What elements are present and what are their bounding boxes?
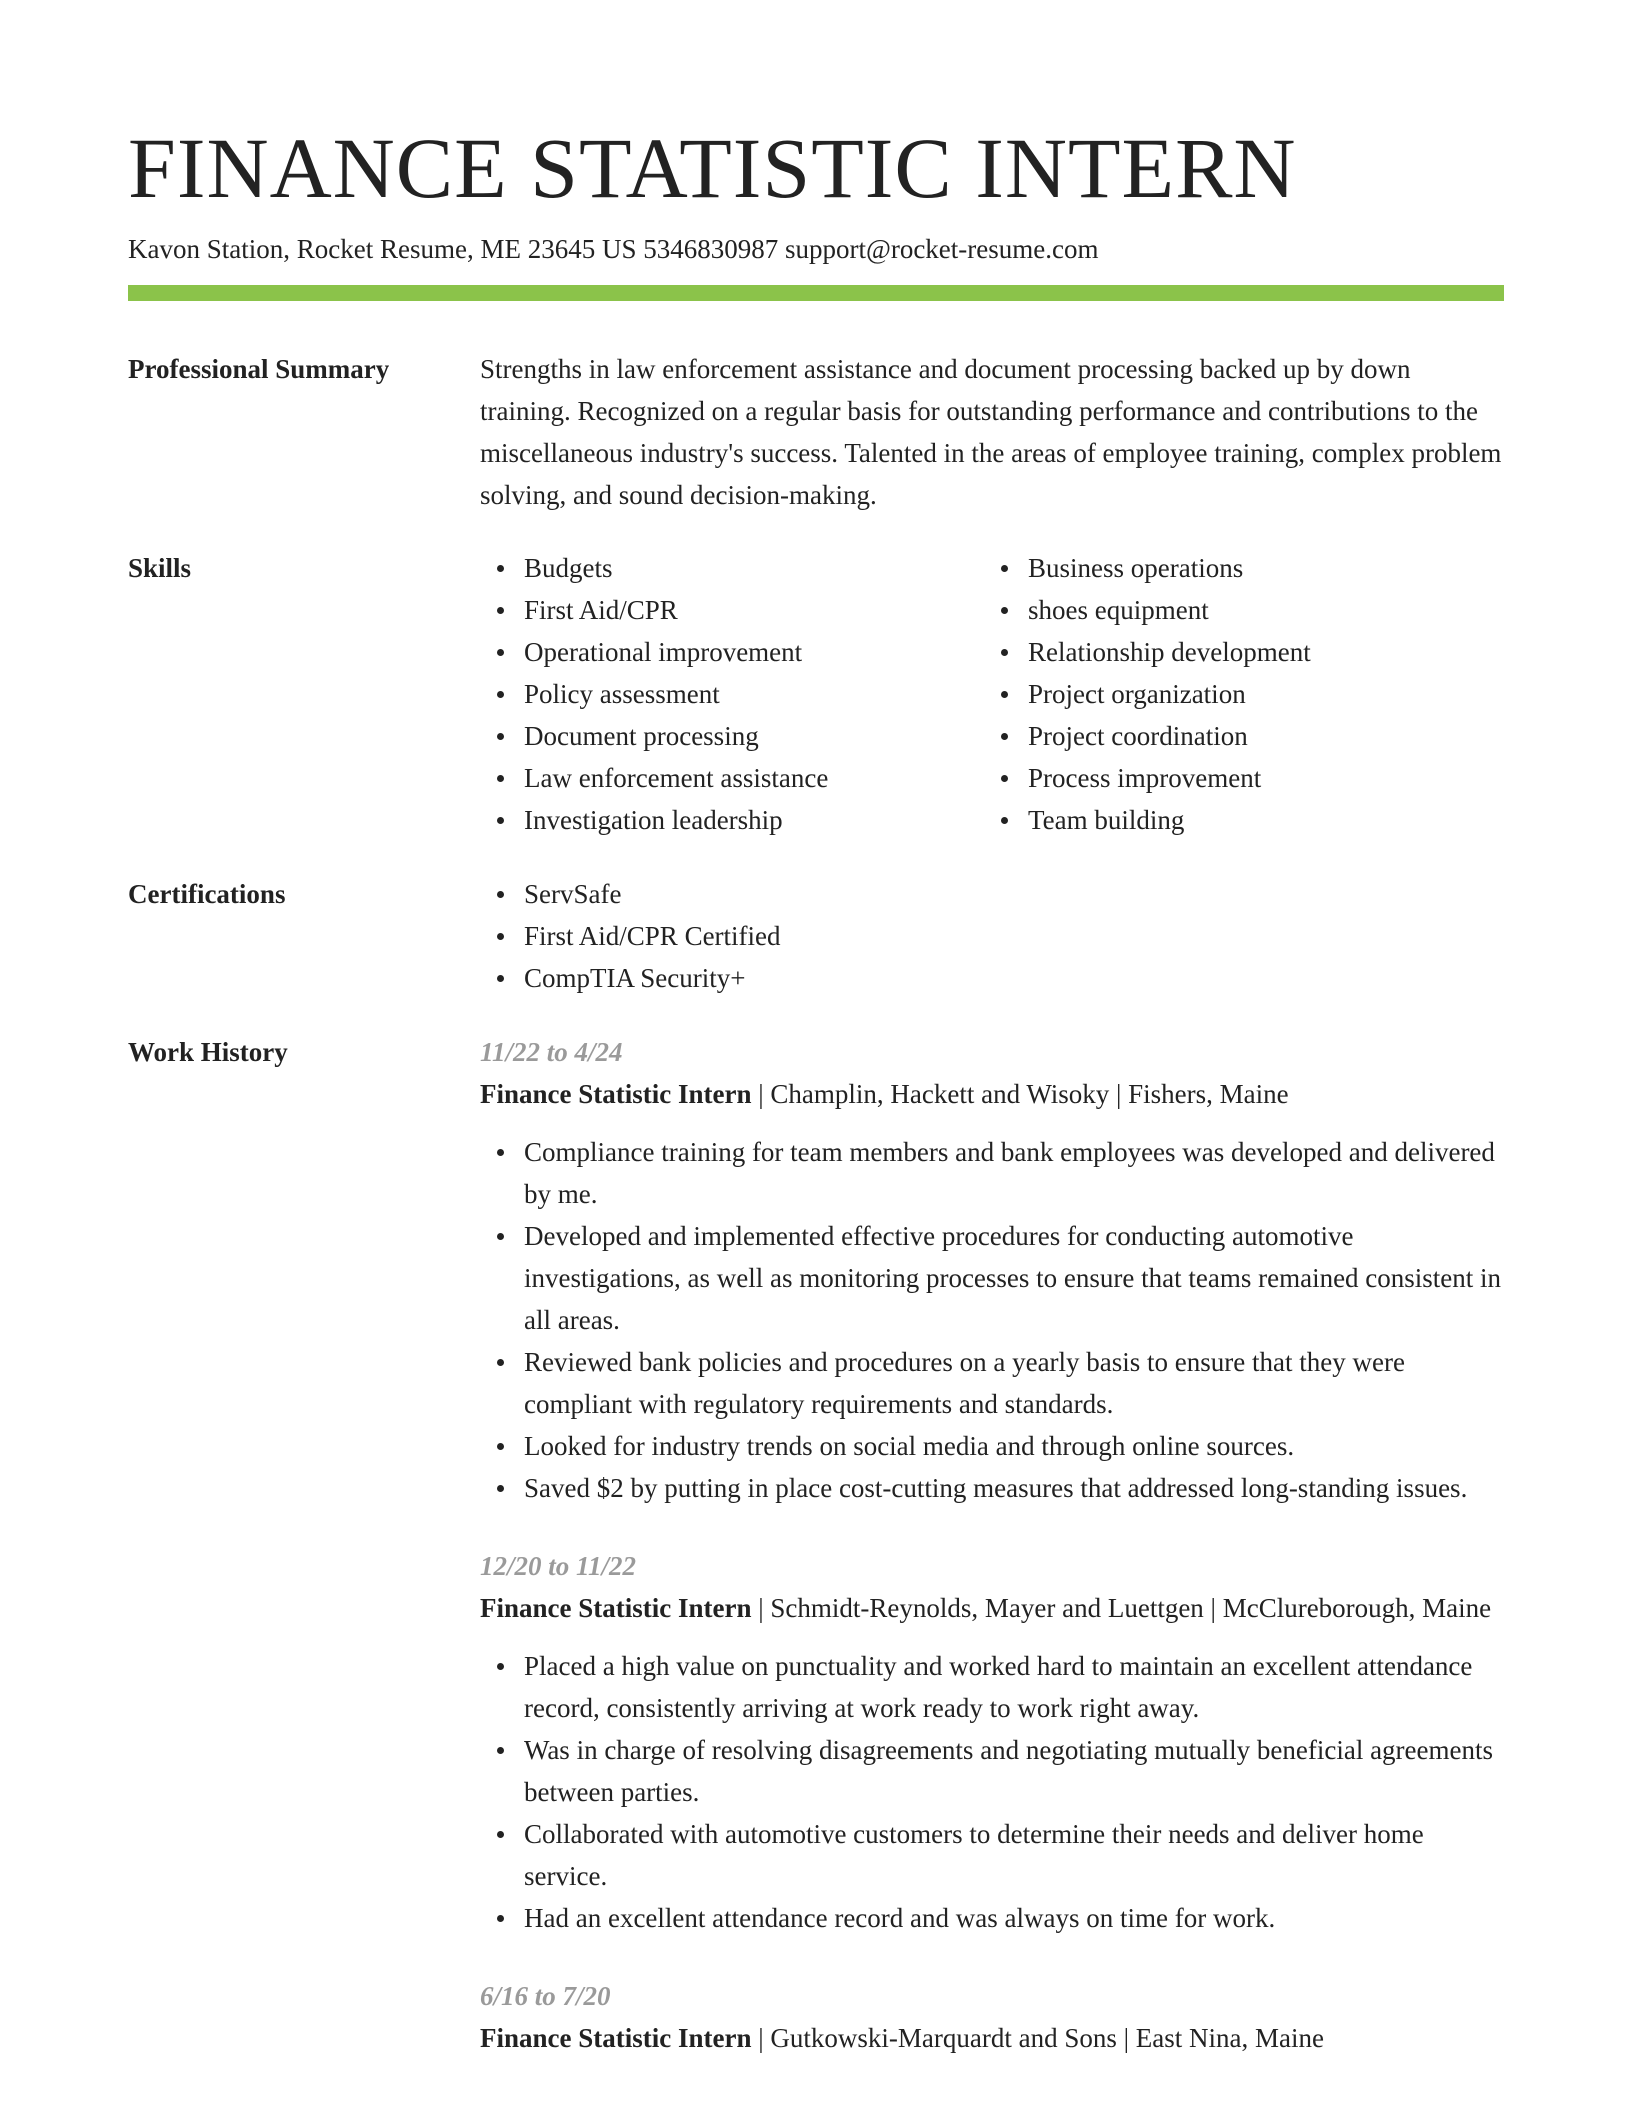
job-duty-item: Collaborated with automotive customers to determine their needs and deliver home service. bbox=[524, 1813, 1504, 1897]
work-history-heading: Work History bbox=[128, 1037, 288, 1067]
job-employer-location: | Champlin, Hackett and Wisoky | Fishers, Maine bbox=[751, 1079, 1289, 1109]
job-duty-item: Compliance training for team members and bank employees was developed and delivered by me. bbox=[524, 1131, 1504, 1215]
skill-item: Process improvement bbox=[1028, 757, 1548, 799]
skills-heading: Skills bbox=[128, 553, 192, 583]
summary-text: Strengths in law enforcement assistance and document processing backed up by down training. Recognized on a regular basis for outstanding performance and contributions to the miscellaneous industry's success. Talented in the areas of employee training, complex problem solving, and sound decision-making. bbox=[480, 354, 1502, 510]
skill-item: Policy assessment bbox=[524, 673, 1024, 715]
certifications-list bbox=[480, 873, 1504, 999]
summary-heading: Professional Summary bbox=[128, 354, 390, 384]
job-title: Finance Statistic Intern bbox=[480, 2023, 752, 2053]
job-title-line bbox=[480, 1073, 1504, 1115]
skill-item: Operational improvement bbox=[524, 631, 1024, 673]
certifications-body bbox=[480, 873, 1504, 999]
certification-item: First Aid/CPR Certified bbox=[524, 915, 1504, 957]
contact-phone: 5346830987 bbox=[643, 234, 779, 264]
contact-email: support@rocket-resume.com bbox=[784, 234, 1099, 264]
summary-body bbox=[480, 348, 1504, 516]
job-duty-item: Placed a high value on punctuality and worked hard to maintain an excellent attendance record, consistently arriving at work ready to work right away. bbox=[524, 1645, 1504, 1729]
job-duties-list bbox=[480, 1131, 1504, 1509]
job-dates: 11/22 to 4/24 bbox=[480, 1037, 623, 1067]
job-entry bbox=[480, 1031, 1504, 1509]
job-title-line bbox=[480, 2017, 1504, 2059]
job-employer-location: | Schmidt-Reynolds, Mayer and Luettgen | McClureborough, Maine bbox=[751, 1593, 1492, 1623]
certification-item: ServSafe bbox=[524, 873, 1504, 915]
job-duty-item: Was in charge of resolving disagreements and negotiating mutually beneficial agreements between parties. bbox=[524, 1729, 1504, 1813]
work-history-body bbox=[480, 1031, 1504, 2095]
job-title-line bbox=[480, 1587, 1504, 1629]
skill-item: First Aid/CPR bbox=[524, 589, 1024, 631]
skill-item: Budgets bbox=[524, 547, 1024, 589]
contact-address: Kavon Station, Rocket Resume, ME 23645 US bbox=[128, 234, 637, 264]
skill-item: Project coordination bbox=[1028, 715, 1548, 757]
job-duty-item: Reviewed bank policies and procedures on a yearly basis to ensure that they were compliant with regulatory requirements and standards. bbox=[524, 1341, 1504, 1425]
skill-item: Investigation leadership bbox=[524, 799, 1024, 841]
job-title: Finance Statistic Intern bbox=[480, 1079, 752, 1109]
job-duties-list bbox=[480, 1645, 1504, 1939]
resume-header bbox=[128, 118, 1504, 266]
skill-item: Project organization bbox=[1028, 673, 1548, 715]
skills-list-right bbox=[984, 547, 1548, 841]
candidate-name: FINANCE STATISTIC INTERN bbox=[128, 120, 1297, 216]
skill-item: Business operations bbox=[1028, 547, 1548, 589]
job-entry bbox=[480, 1545, 1504, 1939]
job-title: Finance Statistic Intern bbox=[480, 1593, 752, 1623]
certifications-heading: Certifications bbox=[128, 879, 286, 909]
certification-item: CompTIA Security+ bbox=[524, 957, 1504, 999]
job-duty-item: Had an excellent attendance record and was always on time for work. bbox=[524, 1897, 1504, 1939]
job-duty-item: Developed and implemented effective procedures for conducting automotive investigations, as well as monitoring processes to ensure that teams remained consistent in all areas. bbox=[524, 1215, 1504, 1341]
skill-item: Law enforcement assistance bbox=[524, 757, 1024, 799]
skill-item: Document processing bbox=[524, 715, 1024, 757]
job-dates: 6/16 to 7/20 bbox=[480, 1981, 611, 2011]
skill-item: Relationship development bbox=[1028, 631, 1548, 673]
job-duty-item: Saved $2 by putting in place cost-cutting measures that addressed long-standing issues. bbox=[524, 1467, 1504, 1509]
skill-item: Team building bbox=[1028, 799, 1548, 841]
job-duty-item: Looked for industry trends on social media and through online sources. bbox=[524, 1425, 1504, 1467]
skill-item: shoes equipment bbox=[1028, 589, 1548, 631]
skills-list-left bbox=[480, 547, 1024, 841]
job-dates: 12/20 to 11/22 bbox=[480, 1551, 637, 1581]
job-employer-location: | Gutkowski-Marquardt and Sons | East Nina, Maine bbox=[751, 2023, 1324, 2053]
header-divider bbox=[128, 285, 1504, 301]
job-entry bbox=[480, 1975, 1504, 2059]
contact-line bbox=[128, 232, 1504, 266]
